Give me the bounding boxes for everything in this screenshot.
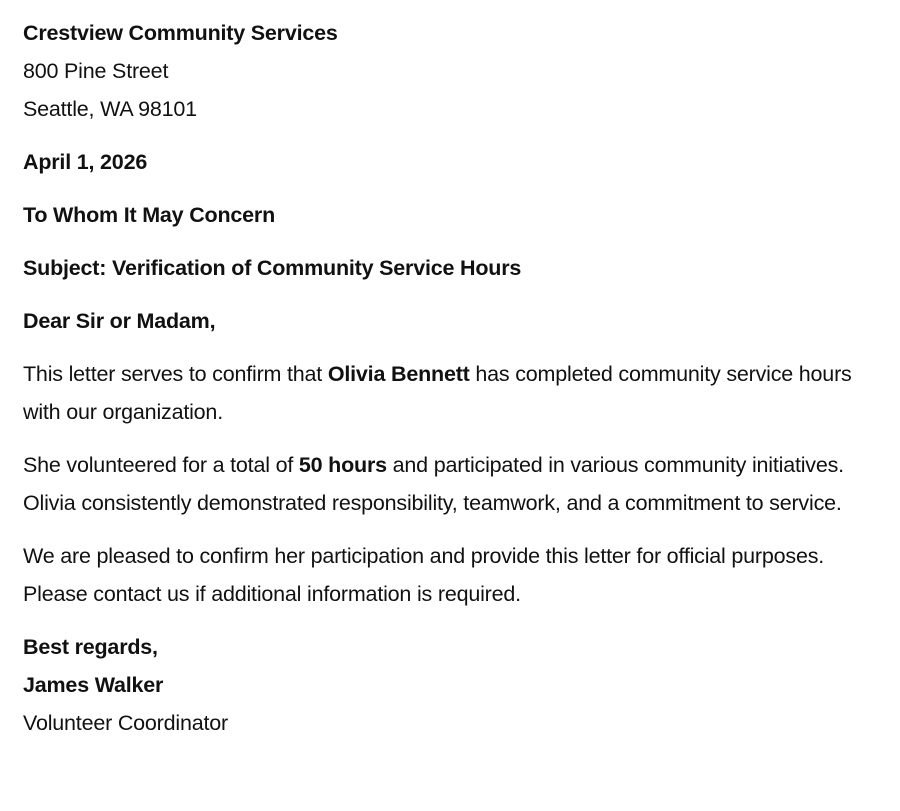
body-paragraph-1: [23, 355, 883, 431]
p1-text-before: This letter serves to confirm that: [23, 362, 328, 386]
letter-date: April 1, 2026: [23, 150, 148, 174]
hours-total: 50 hours: [298, 453, 387, 477]
p1-text-after: has completed community service hours with our organization.: [23, 362, 852, 424]
salutation: Dear Sir or Madam,: [23, 309, 216, 333]
volunteer-name: Olivia Bennett: [327, 362, 470, 386]
signer-name: James Walker: [23, 673, 164, 697]
sender-block: [23, 14, 900, 128]
sender-street: 800 Pine Street: [23, 59, 169, 83]
valediction: Best regards,: [23, 635, 158, 659]
closing-block: [23, 628, 900, 742]
p2-text-before: She volunteered for a total of: [23, 453, 299, 477]
signer-title: Volunteer Coordinator: [23, 711, 228, 735]
sender-city-state-zip: Seattle, WA 98101: [23, 97, 197, 121]
sender-organization: Crestview Community Services: [23, 21, 338, 45]
body-paragraph-3: We are pleased to confirm her participation and provide this letter for official purposes. Please contact us if additional information is required.: [23, 544, 825, 606]
body-paragraph-2: [23, 446, 883, 522]
recipient-line: To Whom It May Concern: [23, 203, 276, 227]
subject-line: Subject: Verification of Community Service Hours: [23, 256, 522, 280]
p2-text-after: and participated in various community initiatives. Olivia consistently demonstrated responsibility, teamwork, and a commitment to service.: [23, 453, 844, 515]
